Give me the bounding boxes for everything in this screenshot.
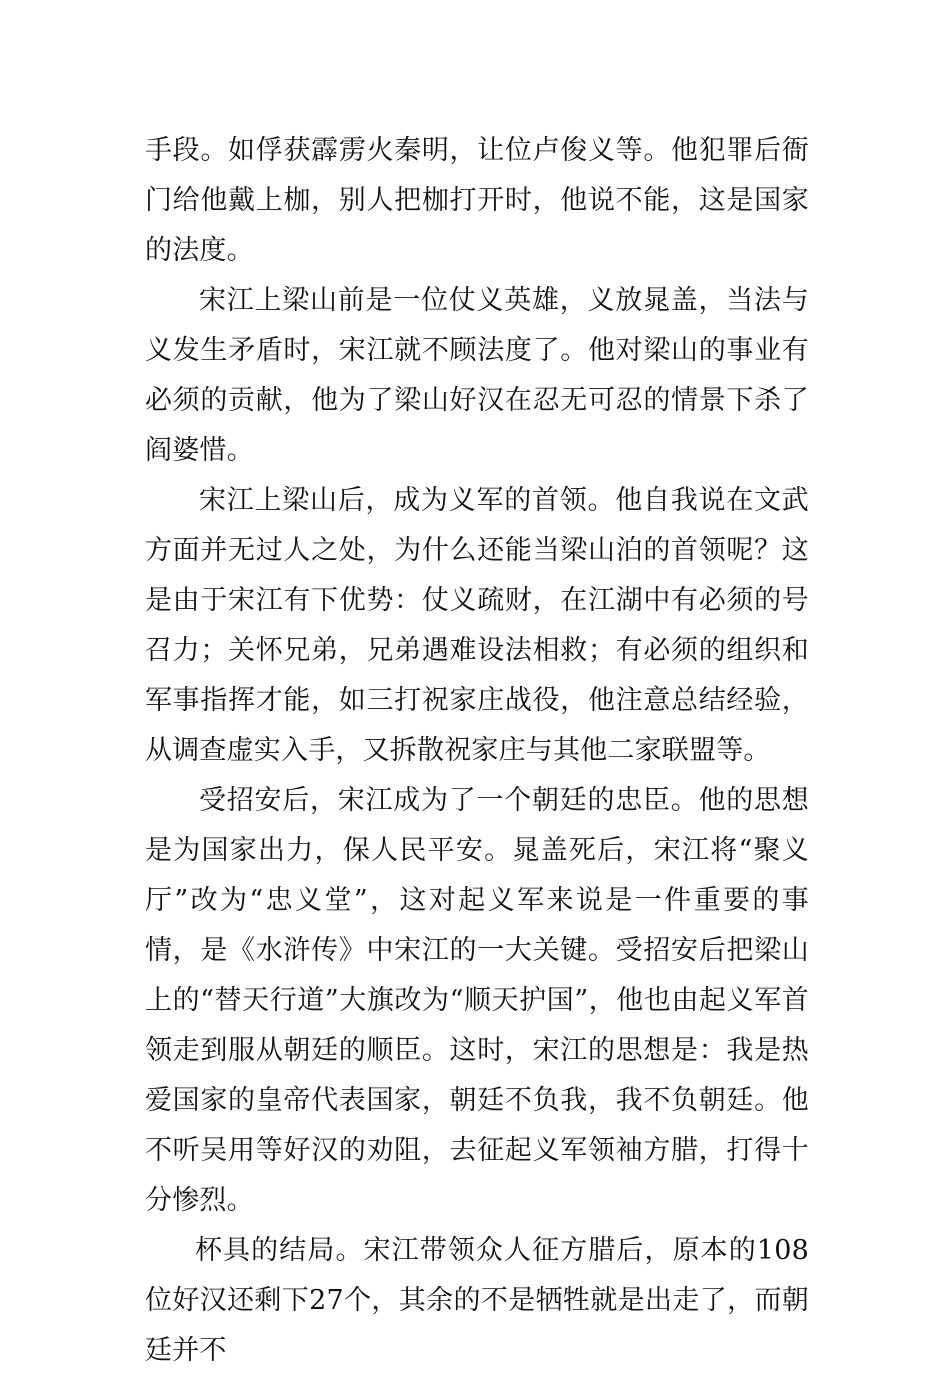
paragraph-4: 受招安后，宋江成为了一个朝廷的忠臣。他的思想是为国家出力，保人民平安。晁盖死后，宋江将“聚义厅”改为“忠义堂”，这对起义军来说是一件重要的事情，是《水浒传》中宋江的一大关键。受招安后把梁山上的“替天行道”大旗改为“顺天护国”，他也由起义军首领走到服从朝廷的顺臣。这时，宋江的思想是：我是热爱国家的皇帝代表国家，朝廷不负我，我不负朝廷。他不听吴用等好汉的劝阻，去征起义军领袖方腊，打得十分惨烈。 bbox=[145, 785, 809, 1216]
paragraph-3: 宋江上梁山后，成为义军的首领。他自我说在文武方面并无过人之处，为什么还能当梁山泊的首领呢？这是由于宋江有下优势：仗义疏财，在江湖中有必须的号召力；关怀兄弟，兄弟遇难设法相救；有必须的组织和军事指挥才能，如三打祝家庄战役，他注意总结经验，从调查虚实入手，又拆散祝家庄与其他二家联盟等。 bbox=[145, 485, 809, 766]
paragraph-2: 宋江上梁山前是一位仗义英雄，义放晁盖，当法与义发生矛盾时，宋江就不顾法度了。他对梁山的事业有必须的贡献，他为了梁山好汉在忍无可忍的情景下杀了阎婆惜。 bbox=[145, 285, 809, 466]
document-body bbox=[145, 126, 809, 1376]
paragraph-5: 杯具的结局。宋江带领众人征方腊后，原本的108位好汉还剩下27个，其余的不是牺牲就是出走了，而朝廷并不 bbox=[145, 1235, 809, 1366]
paragraph-1: 手段。如俘获霹雳火秦明，让位卢俊义等。他犯罪后衙门给他戴上枷，别人把枷打开时，他说不能，这是国家的法度。 bbox=[145, 135, 809, 266]
